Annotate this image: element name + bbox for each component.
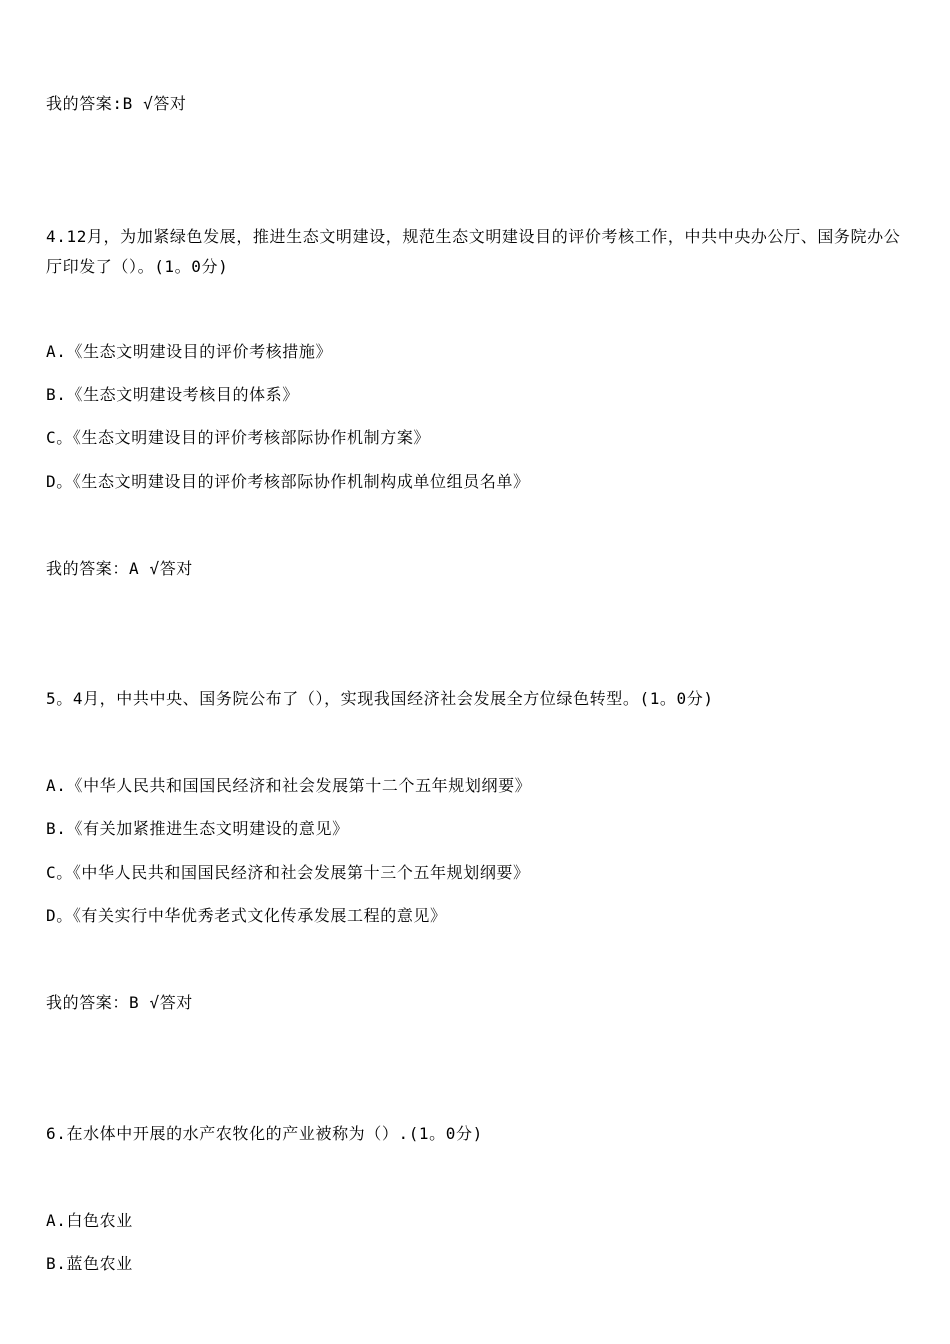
option-c: C。《中华人民共和国国民经济和社会发展第十三个五年规划纲要》 (46, 863, 530, 882)
my-answer: 我的答案：A √答对 (46, 559, 193, 578)
option-a: A.《中华人民共和国国民经济和社会发展第十二个五年规划纲要》 (46, 776, 532, 795)
my-answer: 我的答案：B √答对 (46, 993, 193, 1012)
question-stem: 5。4月，中共中央、国务院公布了（），实现我国经济社会发展全方位绿色转型。(1。0分) (46, 689, 714, 708)
option-d: D。《生态文明建设目的评价考核部际协作机制构成单位组员名单》 (46, 472, 530, 491)
option-d: D。《有关实行中华优秀老式文化传承发展工程的意见》 (46, 906, 447, 925)
option-a: A.《生态文明建设目的评价考核措施》 (46, 342, 333, 361)
option-b: B.《有关加紧推进生态文明建设的意见》 (46, 819, 349, 838)
option-c: C。《生态文明建设目的评价考核部际协作机制方案》 (46, 428, 431, 447)
question-stem: 6.在水体中开展的水产农牧化的产业被称为（）.(1。0分) (46, 1124, 483, 1143)
option-b: B.《生态文明建设考核目的体系》 (46, 385, 299, 404)
prev-answer: 我的答案:B √答对 (46, 94, 187, 113)
question-stem: 4.12月，为加紧绿色发展，推进生态文明建设，规范生态文明建设目的评价考核工作，中共中央办公厅、国务院办公厅印发了（）。(1。0分) (46, 227, 901, 276)
option-b: B.蓝色农业 (46, 1254, 133, 1273)
option-a: A.白色农业 (46, 1211, 133, 1230)
